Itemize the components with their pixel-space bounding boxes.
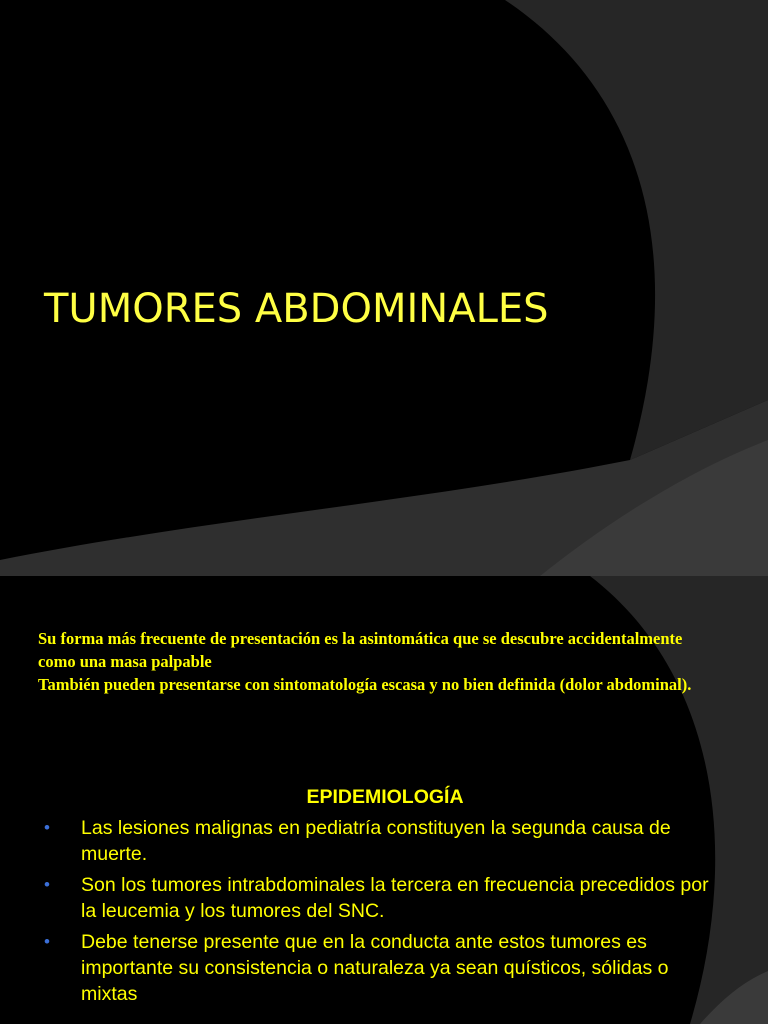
- bullet-list: [44, 815, 724, 1012]
- intro-line: También pueden presentarse con sintomatología escasa y no bien definida (dolor abdominal).: [38, 675, 692, 694]
- intro-paragraph: [38, 627, 718, 696]
- bullet-icon: •: [44, 875, 50, 894]
- bullet-icon: •: [44, 932, 50, 951]
- bullet-icon: •: [44, 818, 50, 837]
- slide-title: TUMORES ABDOMINALES: [44, 286, 549, 332]
- list-item-text: Debe tenerse presente que en la conducta ante estos tumores es importante su consistencia o naturaleza ya sean quísticos, sólidas o mixtas: [81, 931, 669, 1005]
- list-item-text: Las lesiones malignas en pediatría constituyen la segunda causa de muerte.: [81, 817, 671, 865]
- list-item: [44, 929, 724, 1007]
- epidemiology-slide: [0, 576, 768, 1024]
- list-item: [44, 815, 724, 867]
- list-item: [44, 872, 724, 924]
- intro-line: Su forma más frecuente de presentación es la asintomática que se descubre accidentalmente como una masa palpable: [38, 629, 683, 671]
- list-item-text: Son los tumores intrabdominales la tercera en frecuencia precedidos por la leucemia y los tumores del SNC.: [81, 874, 709, 922]
- section-heading: EPIDEMIOLOGÍA: [306, 786, 464, 808]
